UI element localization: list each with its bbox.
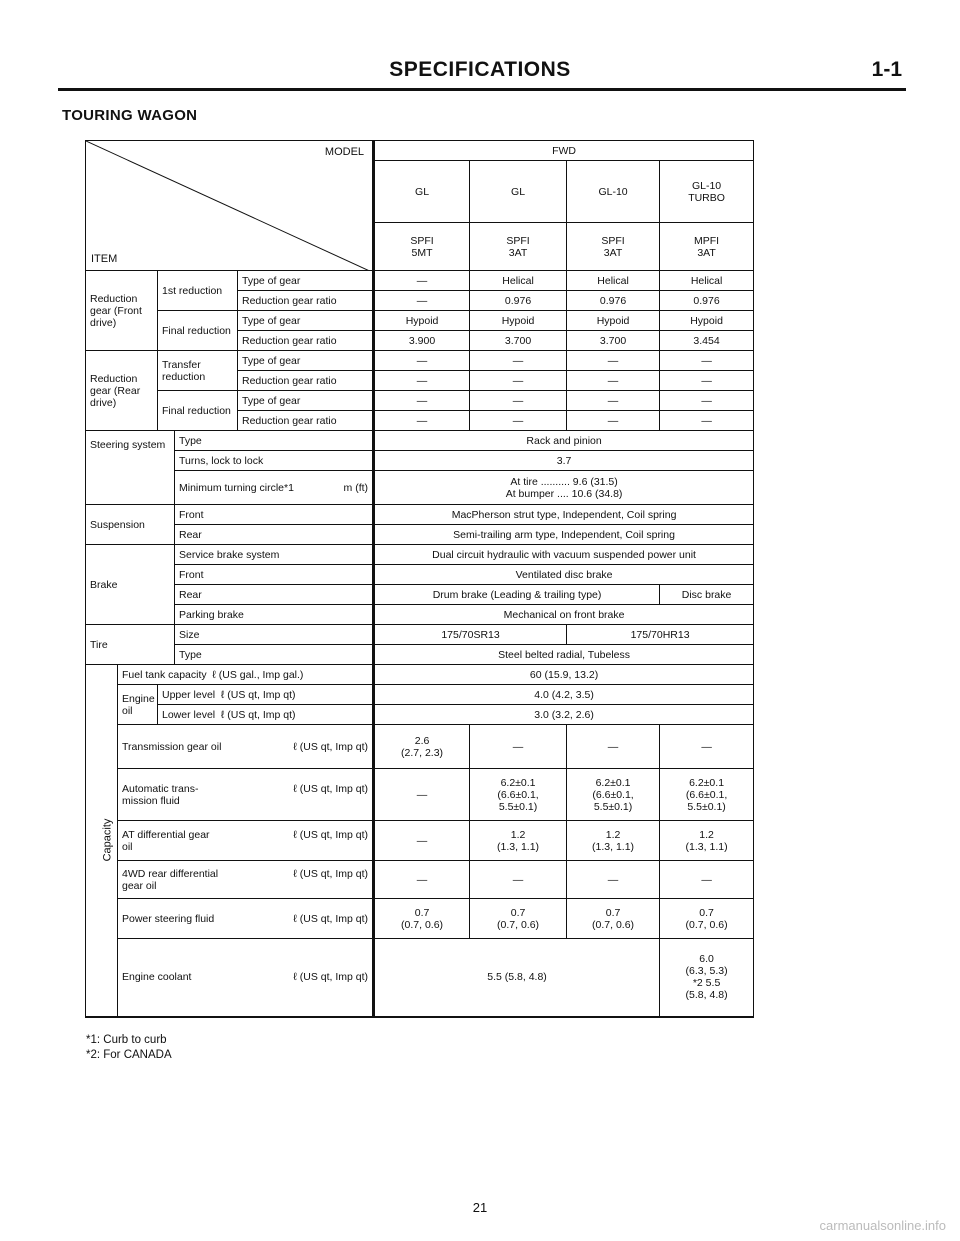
table-cell: 3.7 (374, 451, 754, 471)
item-label: ITEM (91, 253, 118, 265)
subgroup-label: Engine oil (118, 685, 158, 725)
table-cell: 6.2±0.1 (6.6±0.1, 5.5±0.1) (470, 769, 567, 821)
row-label: Reduction gear ratio (238, 331, 374, 351)
table-cell: — (660, 411, 754, 431)
table-cell: 3.700 (470, 331, 567, 351)
table-cell: — (374, 351, 470, 371)
header-rule (58, 88, 906, 91)
transmission-oil-label: Transmission gear oil (122, 740, 222, 753)
row-label: Front (175, 565, 374, 585)
row-label (118, 861, 374, 899)
subgroup-label: Final reduction (158, 391, 238, 431)
group-label: Suspension (86, 505, 175, 545)
table-cell: 175/70SR13 (374, 625, 567, 645)
row-label (118, 769, 374, 821)
group-label: Reduction gear (Front drive) (86, 271, 158, 351)
table-cell: — (660, 725, 754, 769)
specifications-table (85, 140, 754, 1018)
table-cell: Drum brake (Leading & trailing type) (374, 585, 660, 605)
model-name: GL-10 (567, 161, 660, 223)
table-cell: — (374, 271, 470, 291)
table-cell: 0.976 (567, 291, 660, 311)
group-label: Reduction gear (Rear drive) (86, 351, 158, 431)
table-cell: — (660, 861, 754, 899)
watermark: carmanualsonline.info (819, 1218, 946, 1233)
row-label (118, 939, 374, 1017)
unit-label: ℓ (US qt, Imp qt) (293, 971, 369, 984)
table-cell: 6.2±0.1 (6.6±0.1, 5.5±0.1) (567, 769, 660, 821)
table-cell: — (470, 391, 567, 411)
group-label: Tire (86, 625, 175, 665)
row-label: Service brake system (175, 545, 374, 565)
row-label (118, 725, 374, 769)
table-cell: 0.976 (470, 291, 567, 311)
row-label: Parking brake (175, 605, 374, 625)
group-label: Steering system (86, 431, 175, 505)
model-engine: SPFI 5MT (374, 223, 470, 271)
table-cell: 3.454 (660, 331, 754, 351)
table-cell: Semi-trailing arm type, Independent, Coil spring (374, 525, 754, 545)
table-cell: 3.0 (3.2, 2.6) (374, 705, 754, 725)
table-cell: Helical (470, 271, 567, 291)
table-cell: Dual circuit hydraulic with vacuum suspended power unit (374, 545, 754, 565)
model-name: GL (374, 161, 470, 223)
table-cell: Hypoid (470, 311, 567, 331)
table-cell: Steel belted radial, Tubeless (374, 645, 754, 665)
at-diff-label: AT differential gear oil (122, 828, 210, 853)
table-cell: — (374, 371, 470, 391)
footnote: *1: Curb to curb (86, 1034, 167, 1046)
row-label (118, 665, 374, 685)
subgroup-label: Final reduction (158, 311, 238, 351)
capacity-label: Capacity (101, 818, 114, 862)
unit-label: ℓ (US qt, Imp qt) (220, 688, 296, 701)
table-cell: — (470, 861, 567, 899)
unit-label: ℓ (US qt, Imp qt) (293, 912, 369, 925)
turning-circle-label: Minimum turning circle*1 (179, 481, 294, 494)
lower-level-label: Lower level (162, 708, 216, 721)
table-cell: 1.2 (1.3, 1.1) (660, 821, 754, 861)
row-label: Type (175, 431, 374, 451)
table-cell: 175/70HR13 (567, 625, 754, 645)
table-cell: Helical (567, 271, 660, 291)
row-label: Reduction gear ratio (238, 291, 374, 311)
table-cell: 1.2 (1.3, 1.1) (470, 821, 567, 861)
table-cell: — (567, 351, 660, 371)
table-cell: — (660, 371, 754, 391)
row-label: Reduction gear ratio (238, 411, 374, 431)
table-cell: At tire .......... 9.6 (31.5) At bumper .... 10.6 (34.8) (374, 471, 754, 505)
power-steering-label: Power steering fluid (122, 912, 215, 925)
fuel-label: Fuel tank capacity (122, 668, 207, 681)
row-label: Turns, lock to lock (175, 451, 374, 471)
table-cell: 1.2 (1.3, 1.1) (567, 821, 660, 861)
unit-label: ℓ (US qt, Imp qt) (293, 828, 369, 841)
table-cell: — (374, 861, 470, 899)
model-name: GL (470, 161, 567, 223)
table-cell: 6.2±0.1 (6.6±0.1, 5.5±0.1) (660, 769, 754, 821)
row-label: Rear (175, 525, 374, 545)
table-cell: 4.0 (4.2, 3.5) (374, 685, 754, 705)
table-cell: MacPherson strut type, Independent, Coil spring (374, 505, 754, 525)
page-number: 21 (472, 1200, 488, 1215)
group-label (86, 665, 118, 1017)
subgroup-label: Transfer reduction (158, 351, 238, 391)
row-label: Type of gear (238, 391, 374, 411)
row-label (158, 705, 374, 725)
row-label (158, 685, 374, 705)
table-cell: — (374, 411, 470, 431)
unit-label: ℓ (US qt, Imp qt) (293, 782, 369, 795)
row-label: Front (175, 505, 374, 525)
section-subtitle: TOURING WAGON (62, 107, 198, 124)
unit-label: ℓ (US qt, Imp qt) (293, 867, 369, 880)
coolant-label: Engine coolant (122, 971, 192, 984)
table-corner-header (86, 141, 374, 271)
page-code: 1-1 (871, 58, 902, 81)
row-label: Type of gear (238, 271, 374, 291)
table-cell: — (470, 371, 567, 391)
upper-level-label: Upper level (162, 688, 216, 701)
unit-label: ℓ (US qt, Imp qt) (220, 708, 296, 721)
row-label: Type of gear (238, 351, 374, 371)
table-cell: 5.5 (5.8, 4.8) (374, 939, 660, 1017)
table-cell: — (470, 411, 567, 431)
table-cell: Mechanical on front brake (374, 605, 754, 625)
row-label: Reduction gear ratio (238, 371, 374, 391)
table-cell: 2.6 (2.7, 2.3) (374, 725, 470, 769)
corner-diagonal (86, 141, 374, 271)
table-cell: — (567, 371, 660, 391)
table-cell: 0.7 (0.7, 0.6) (470, 899, 567, 939)
table-cell: — (374, 291, 470, 311)
unit-label: ℓ (US qt, Imp qt) (293, 740, 369, 753)
row-label: Size (175, 625, 374, 645)
table-cell: — (660, 351, 754, 371)
table-cell: — (567, 391, 660, 411)
table-cell: 60 (15.9, 13.2) (374, 665, 754, 685)
table-cell: 3.700 (567, 331, 660, 351)
model-engine: SPFI 3AT (470, 223, 567, 271)
table-cell: — (567, 861, 660, 899)
model-engine: MPFI 3AT (660, 223, 754, 271)
table-cell: Ventilated disc brake (374, 565, 754, 585)
table-cell: — (470, 351, 567, 371)
table-cell: — (374, 821, 470, 861)
row-label: Type (175, 645, 374, 665)
table-cell: 0.976 (660, 291, 754, 311)
table-cell: Hypoid (374, 311, 470, 331)
model-engine: SPFI 3AT (567, 223, 660, 271)
fwd-group-header: FWD (374, 141, 754, 161)
row-label: Type of gear (238, 311, 374, 331)
table-cell: 0.7 (0.7, 0.6) (374, 899, 470, 939)
model-label: MODEL (324, 146, 365, 158)
table-cell: 3.900 (374, 331, 470, 351)
table-cell: Disc brake (660, 585, 754, 605)
table-cell: — (567, 725, 660, 769)
unit-label: ℓ (US gal., Imp gal.) (212, 668, 304, 681)
unit-label: m (ft) (343, 481, 369, 494)
table-cell: 6.0 (6.3, 5.3) *2 5.5 (5.8, 4.8) (660, 939, 754, 1017)
rear-diff-label: 4WD rear differential gear oil (122, 867, 219, 892)
row-label: Rear (175, 585, 374, 605)
row-label (118, 821, 374, 861)
footnote: *2: For CANADA (86, 1049, 172, 1061)
table-cell: — (374, 391, 470, 411)
table-cell: 0.7 (0.7, 0.6) (660, 899, 754, 939)
table-cell: Hypoid (660, 311, 754, 331)
table-cell: Helical (660, 271, 754, 291)
table-cell: — (374, 769, 470, 821)
row-label (118, 899, 374, 939)
group-label: Brake (86, 545, 175, 625)
model-name: GL-10 TURBO (660, 161, 754, 223)
table-cell: Rack and pinion (374, 431, 754, 451)
page-title: SPECIFICATIONS (389, 58, 571, 81)
row-label (175, 471, 374, 505)
table-cell: — (470, 725, 567, 769)
table-cell: — (660, 391, 754, 411)
table-cell: Hypoid (567, 311, 660, 331)
atf-label: Automatic trans- mission fluid (122, 782, 199, 807)
table-cell: — (567, 411, 660, 431)
table-cell: 0.7 (0.7, 0.6) (567, 899, 660, 939)
subgroup-label: 1st reduction (158, 271, 238, 311)
